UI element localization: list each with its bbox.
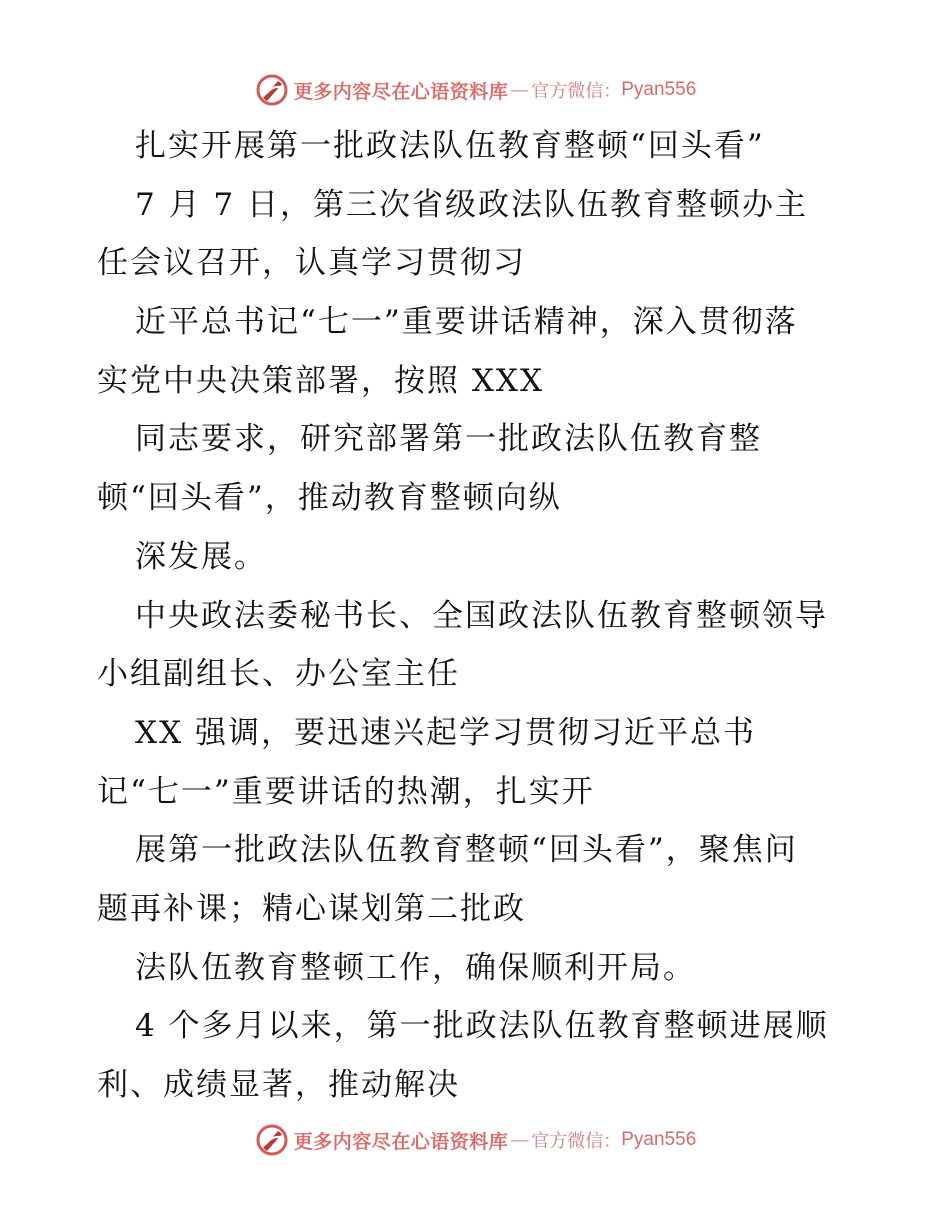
header-watermark bbox=[0, 70, 950, 110]
watermark-dash: — bbox=[510, 79, 530, 101]
body-line: 实党中央决策部署，按照 XXX bbox=[97, 363, 545, 399]
body-line: 深发展。 bbox=[135, 539, 267, 575]
body-line: 中央政法委秘书长、全国政法队伍教育整顿领导 bbox=[135, 598, 828, 634]
watermark-dash: — bbox=[510, 1129, 530, 1151]
body-line: 题再补课；精心谋划第二批政 bbox=[97, 891, 526, 927]
body-line: 利、成绩显著，推动解决 bbox=[97, 1067, 460, 1103]
body-line: 7 月 7 日，第三次省级政法队伍教育整顿办主 bbox=[135, 187, 809, 223]
wechat-id: Pyan556 bbox=[621, 1129, 697, 1150]
body-line: 同志要求，研究部署第一批政法队伍教育整 bbox=[135, 421, 762, 457]
brand-logo-icon bbox=[254, 1122, 290, 1158]
wechat-label: 官方微信： bbox=[531, 81, 622, 102]
body-line: 顿“回头看”，推动教育整顿向纵 bbox=[97, 480, 562, 516]
body-line: 4 个多月以来，第一批政法队伍教育整顿进展顺 bbox=[135, 1008, 829, 1044]
body-line: 展第一批政法队伍教育整顿“回头看”，聚焦问 bbox=[135, 832, 798, 868]
brand-logo-icon bbox=[254, 72, 290, 108]
wechat-label: 官方微信： bbox=[531, 1131, 622, 1152]
body-line: 近平总书记“七一”重要讲话精神，深入贯彻落 bbox=[135, 304, 798, 340]
body-line: 法队伍教育整顿工作，确保顺利开局。 bbox=[135, 950, 696, 986]
body-line: 任会议召开，认真学习贯彻习 bbox=[97, 245, 526, 281]
body-line: 小组副组长、办公室主任 bbox=[97, 656, 460, 692]
watermark-text: 更多内容尽在心语资料库 bbox=[293, 1130, 509, 1153]
body-line: 扎实开展第一批政法队伍教育整顿“回头看” bbox=[135, 128, 765, 164]
body-line: 记“七一”重要讲话的热潮，扎实开 bbox=[97, 774, 595, 810]
watermark-text: 更多内容尽在心语资料库 bbox=[293, 80, 509, 103]
wechat-id: Pyan556 bbox=[621, 79, 697, 100]
body-line: XX 强调，要迅速兴起学习贯彻习近平总书 bbox=[135, 715, 756, 751]
footer-watermark bbox=[0, 1120, 950, 1160]
